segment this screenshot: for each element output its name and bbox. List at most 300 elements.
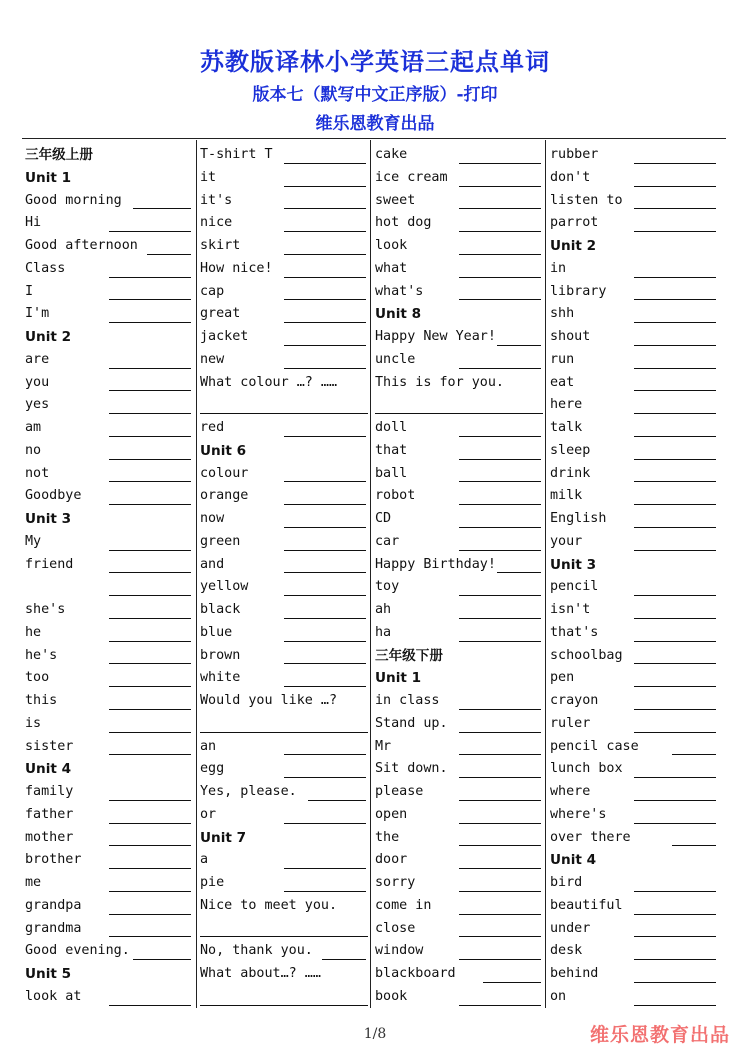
header-divider <box>22 138 726 139</box>
answer-blank <box>284 186 366 187</box>
vocab-word: pencil <box>550 579 599 595</box>
vocab-row <box>375 576 543 599</box>
answer-blank <box>459 550 541 551</box>
answer-blank <box>634 1005 716 1006</box>
vocab-row <box>375 212 543 235</box>
vocab-row <box>25 736 193 759</box>
vocab-row <box>375 531 543 554</box>
vocab-row <box>550 440 718 463</box>
vocab-word: grandma <box>25 920 82 936</box>
vocab-row <box>25 599 193 622</box>
vocab-word: skirt <box>200 238 241 253</box>
answer-blank <box>634 732 716 733</box>
answer-blank <box>109 572 191 573</box>
heading-label: 三年级上册 <box>25 147 93 163</box>
vocab-word: hot dog <box>375 215 432 231</box>
vocab-word: I'm <box>25 306 50 322</box>
vocab-word: Hi <box>25 215 42 231</box>
vocab-row <box>200 531 368 554</box>
answer-blank <box>459 1005 541 1006</box>
answer-blank <box>459 527 541 528</box>
section-heading <box>25 167 193 190</box>
answer-blank <box>109 322 191 323</box>
vocab-row <box>200 349 368 372</box>
page-number: 1/8 <box>363 1026 387 1042</box>
vocab-word: are <box>25 351 50 367</box>
vocab-row <box>200 849 368 872</box>
word-column-3 <box>375 144 543 1009</box>
vocab-word: ah <box>375 602 392 617</box>
answer-blank <box>497 572 541 573</box>
vocab-row <box>550 531 718 554</box>
document-title: 苏教版译林小学英语三起点单词 <box>200 48 550 76</box>
vocab-row <box>200 372 368 395</box>
vocab-row <box>550 940 718 963</box>
vocab-row <box>200 872 368 895</box>
vocab-row <box>25 281 193 304</box>
vocab-row <box>200 986 368 1009</box>
column-divider <box>196 140 197 1008</box>
vocab-word: nice <box>200 215 233 231</box>
answer-blank <box>322 959 366 960</box>
vocab-word: What colour …? …… <box>200 374 338 390</box>
answer-blank <box>634 436 716 437</box>
word-column-4 <box>550 144 718 1009</box>
answer-blank <box>634 823 716 824</box>
vocab-row <box>200 190 368 213</box>
vocab-word: brother <box>25 852 82 868</box>
section-heading <box>375 667 543 690</box>
answer-blank <box>109 845 191 846</box>
document-subtitle: 版本七（默写中文正序版）-打印 <box>252 85 498 105</box>
vocab-row <box>550 167 718 190</box>
heading-label: Unit 3 <box>25 511 72 527</box>
vocab-row <box>25 713 193 736</box>
answer-blank <box>284 823 366 824</box>
vocab-row <box>25 667 193 690</box>
vocab-word: too <box>25 670 50 686</box>
answer-blank <box>634 618 716 619</box>
vocab-row <box>375 440 543 463</box>
vocab-word: bird <box>550 875 583 890</box>
vocab-word: family <box>25 784 74 799</box>
vocab-word: colour <box>200 465 249 481</box>
vocab-row <box>200 144 368 167</box>
vocab-row <box>25 463 193 486</box>
vocab-word: behind <box>550 966 599 981</box>
answer-blank <box>634 709 716 710</box>
answer-blank <box>109 641 191 642</box>
answer-blank <box>672 845 716 846</box>
answer-blank <box>109 459 191 460</box>
vocab-row <box>550 326 718 349</box>
vocab-row <box>25 576 193 599</box>
answer-blank <box>634 527 716 528</box>
vocab-word: This is for you. <box>375 374 504 390</box>
answer-blank <box>284 891 366 892</box>
vocab-row <box>550 827 718 850</box>
answer-blank <box>200 936 368 937</box>
answer-blank <box>459 595 541 596</box>
vocab-word: not <box>25 465 50 481</box>
answer-blank <box>109 709 191 710</box>
vocab-word: yes <box>25 397 50 413</box>
vocab-row <box>550 417 718 440</box>
answer-blank <box>284 368 366 369</box>
answer-blank <box>634 186 716 187</box>
answer-blank <box>109 368 191 369</box>
vocab-word: orange <box>200 488 249 504</box>
answer-blank <box>284 299 366 300</box>
vocab-row <box>200 463 368 486</box>
vocab-word: brown <box>200 647 241 663</box>
heading-label: Unit 5 <box>25 966 72 982</box>
vocab-word: blue <box>200 624 233 640</box>
vocab-word: milk <box>550 488 583 504</box>
vocab-row <box>550 918 718 941</box>
answer-blank <box>459 254 541 255</box>
section-heading <box>550 554 718 577</box>
vocab-word: egg <box>200 761 225 777</box>
vocab-word: Sit down. <box>375 761 448 777</box>
answer-blank <box>634 504 716 505</box>
vocab-row <box>200 303 368 326</box>
vocab-word: that <box>375 442 408 458</box>
vocab-row <box>550 212 718 235</box>
vocab-row <box>550 713 718 736</box>
answer-blank <box>109 868 191 869</box>
vocab-word: cake <box>375 147 408 162</box>
vocab-word: Good morning <box>25 192 122 208</box>
vocab-word: where <box>550 784 591 799</box>
vocab-row <box>25 872 193 895</box>
vocab-word: sleep <box>550 442 591 458</box>
vocab-word: rubber <box>550 147 599 162</box>
answer-blank <box>459 777 541 778</box>
answer-blank <box>634 891 716 892</box>
vocab-word: what <box>375 260 408 276</box>
vocab-word: listen to <box>550 192 623 208</box>
vocab-word: grandpa <box>25 897 82 913</box>
answer-blank <box>284 686 366 687</box>
vocab-row <box>200 781 368 804</box>
vocab-word: that's <box>550 624 599 640</box>
answer-blank <box>284 868 366 869</box>
vocab-row <box>550 963 718 986</box>
answer-blank <box>109 663 191 664</box>
vocab-word: sister <box>25 738 74 754</box>
vocab-row <box>550 667 718 690</box>
vocab-word: car <box>375 533 400 549</box>
vocab-row <box>25 440 193 463</box>
answer-blank <box>109 1005 191 1006</box>
vocab-word: Good evening. <box>25 943 130 959</box>
answer-blank <box>109 413 191 414</box>
answer-blank <box>459 709 541 710</box>
vocab-row <box>550 190 718 213</box>
vocab-row <box>375 508 543 531</box>
vocab-word: drink <box>550 465 591 481</box>
answer-blank <box>109 936 191 937</box>
vocab-row <box>375 326 543 349</box>
answer-blank <box>459 641 541 642</box>
answer-blank <box>634 481 716 482</box>
vocab-word: great <box>200 306 241 322</box>
vocab-row <box>200 667 368 690</box>
vocab-row <box>200 690 368 713</box>
vocab-row <box>550 645 718 668</box>
answer-blank <box>459 277 541 278</box>
vocab-row <box>25 940 193 963</box>
vocab-row <box>200 212 368 235</box>
answer-blank <box>284 618 366 619</box>
vocab-word: Goodbye <box>25 488 82 504</box>
vocab-row <box>375 281 543 304</box>
vocab-word: pencil case <box>550 738 639 754</box>
vocab-word: here <box>550 397 583 413</box>
vocab-row <box>375 804 543 827</box>
vocab-row <box>375 827 543 850</box>
answer-blank <box>109 481 191 482</box>
vocab-row <box>375 349 543 372</box>
vocab-row <box>25 485 193 508</box>
vocab-row <box>375 599 543 622</box>
vocab-word: white <box>200 670 241 686</box>
vocab-word: you <box>25 374 50 390</box>
vocab-word: ice cream <box>375 169 448 185</box>
vocab-word: eat <box>550 374 575 390</box>
vocab-row <box>25 190 193 213</box>
vocab-word: cap <box>200 283 225 299</box>
vocab-word: a <box>200 852 209 868</box>
vocab-word: robot <box>375 488 416 504</box>
answer-blank <box>634 163 716 164</box>
answer-blank <box>634 345 716 346</box>
vocab-word: sorry <box>375 875 416 890</box>
vocab-word: Yes, please. <box>200 784 297 799</box>
answer-blank <box>634 595 716 596</box>
column-divider <box>370 140 371 1008</box>
answer-blank <box>147 254 191 255</box>
vocab-row <box>550 986 718 1009</box>
vocab-row <box>200 736 368 759</box>
vocab-row <box>25 895 193 918</box>
vocab-word: pie <box>200 875 225 890</box>
vocab-row <box>550 872 718 895</box>
vocab-word: What about…? …… <box>200 966 321 981</box>
vocab-row <box>200 918 368 941</box>
vocab-row <box>200 599 368 622</box>
vocab-word: sweet <box>375 192 416 208</box>
vocab-row <box>375 622 543 645</box>
answer-blank <box>634 231 716 232</box>
section-heading <box>25 758 193 781</box>
vocab-word: father <box>25 806 74 822</box>
vocab-word: he's <box>25 647 58 663</box>
answer-blank <box>284 277 366 278</box>
answer-blank <box>459 868 541 869</box>
vocab-row <box>25 690 193 713</box>
vocab-word: she's <box>25 602 66 617</box>
vocab-word: Would you like …? <box>200 693 338 708</box>
heading-label: Unit 7 <box>200 829 247 846</box>
answer-blank <box>459 368 541 369</box>
answer-blank <box>497 345 541 346</box>
answer-blank <box>459 845 541 846</box>
vocab-row <box>375 417 543 440</box>
answer-blank <box>284 436 366 437</box>
answer-blank <box>109 754 191 755</box>
vocab-word: this <box>25 693 58 708</box>
vocab-row <box>200 167 368 190</box>
answer-blank <box>483 982 541 983</box>
answer-blank <box>109 686 191 687</box>
vocab-word: lunch box <box>550 761 623 777</box>
section-heading <box>375 303 543 326</box>
vocab-word: book <box>375 988 408 1004</box>
vocab-word: talk <box>550 420 583 435</box>
vocab-word: green <box>200 533 241 549</box>
vocab-word: doll <box>375 420 408 435</box>
answer-blank <box>109 618 191 619</box>
vocab-row <box>25 394 193 417</box>
vocab-word: ruler <box>550 715 591 731</box>
vocab-row <box>550 690 718 713</box>
vocab-row <box>25 258 193 281</box>
vocab-word: come in <box>375 897 432 913</box>
vocab-row <box>25 554 193 577</box>
vocab-word: blackboard <box>375 966 456 981</box>
answer-blank <box>634 800 716 801</box>
vocab-word: under <box>550 920 591 936</box>
vocab-row <box>200 258 368 281</box>
section-heading <box>550 849 718 872</box>
vocab-row <box>550 781 718 804</box>
vocab-word: red <box>200 420 225 435</box>
section-heading <box>200 440 368 463</box>
vocab-row <box>375 190 543 213</box>
vocab-row <box>375 895 543 918</box>
vocab-row <box>375 963 543 986</box>
answer-blank <box>634 663 716 664</box>
vocab-word: Good afternoon <box>25 238 138 253</box>
answer-blank <box>459 436 541 437</box>
vocab-row <box>375 463 543 486</box>
vocab-word: library <box>550 283 607 299</box>
vocab-row <box>375 849 543 872</box>
heading-label: 三年级下册 <box>375 647 443 664</box>
answer-blank <box>109 732 191 733</box>
vocab-row <box>200 508 368 531</box>
vocab-row <box>375 394 543 417</box>
word-column-1 <box>25 144 193 1009</box>
vocab-row <box>550 895 718 918</box>
answer-blank <box>459 891 541 892</box>
answer-blank <box>284 595 366 596</box>
vocab-word: look at <box>25 988 82 1004</box>
vocab-word: Nice to meet you. <box>200 897 338 913</box>
vocab-word: don't <box>550 169 591 185</box>
vocab-row <box>200 940 368 963</box>
vocab-word: your <box>550 533 583 549</box>
answer-blank <box>634 299 716 300</box>
vocab-word: ha <box>375 624 392 640</box>
answer-blank <box>634 936 716 937</box>
answer-blank <box>459 481 541 482</box>
vocab-row <box>550 303 718 326</box>
vocab-row <box>550 394 718 417</box>
vocab-word: uncle <box>375 351 416 367</box>
vocab-row <box>550 485 718 508</box>
vocab-row <box>375 258 543 281</box>
vocab-row <box>375 372 543 395</box>
answer-blank <box>109 231 191 232</box>
answer-blank <box>634 322 716 323</box>
answer-blank <box>634 390 716 391</box>
section-heading <box>200 827 368 850</box>
answer-blank <box>634 550 716 551</box>
vocab-word: yellow <box>200 579 249 595</box>
vocab-row <box>200 576 368 599</box>
vocab-row <box>200 622 368 645</box>
heading-label: Unit 1 <box>375 670 422 687</box>
answer-blank <box>109 595 191 596</box>
vocab-word: is <box>25 715 42 731</box>
vocab-row <box>550 372 718 395</box>
vocab-word: look <box>375 238 408 253</box>
vocab-word: on <box>550 988 567 1004</box>
section-heading <box>550 235 718 258</box>
vocab-word: or <box>200 806 217 822</box>
answer-blank <box>109 550 191 551</box>
answer-blank <box>459 299 541 300</box>
vocab-row <box>375 781 543 804</box>
answer-blank <box>284 345 366 346</box>
answer-blank <box>284 254 366 255</box>
answer-blank <box>672 754 716 755</box>
vocab-row <box>550 463 718 486</box>
answer-blank <box>109 277 191 278</box>
answer-blank <box>634 686 716 687</box>
answer-blank <box>375 413 543 414</box>
answer-blank <box>284 208 366 209</box>
answer-blank <box>109 800 191 801</box>
vocab-row <box>200 645 368 668</box>
answer-blank <box>284 527 366 528</box>
vocab-row <box>550 144 718 167</box>
answer-blank <box>634 277 716 278</box>
answer-blank <box>109 390 191 391</box>
vocab-word: over there <box>550 829 631 845</box>
vocab-word: an <box>200 738 217 754</box>
vocab-word: pen <box>550 670 575 686</box>
vocab-row <box>25 781 193 804</box>
vocab-word: ball <box>375 465 408 481</box>
vocab-row <box>25 417 193 440</box>
vocab-word: am <box>25 420 42 435</box>
vocab-word: window <box>375 943 424 959</box>
answer-blank <box>459 800 541 801</box>
vocab-row <box>25 622 193 645</box>
vocab-word: parrot <box>550 215 599 231</box>
vocab-row <box>200 895 368 918</box>
vocab-row <box>25 372 193 395</box>
vocab-word: close <box>375 920 416 936</box>
vocab-row <box>200 281 368 304</box>
heading-label: Unit 3 <box>550 556 597 573</box>
vocab-word: where's <box>550 806 607 822</box>
answer-blank <box>308 800 366 801</box>
